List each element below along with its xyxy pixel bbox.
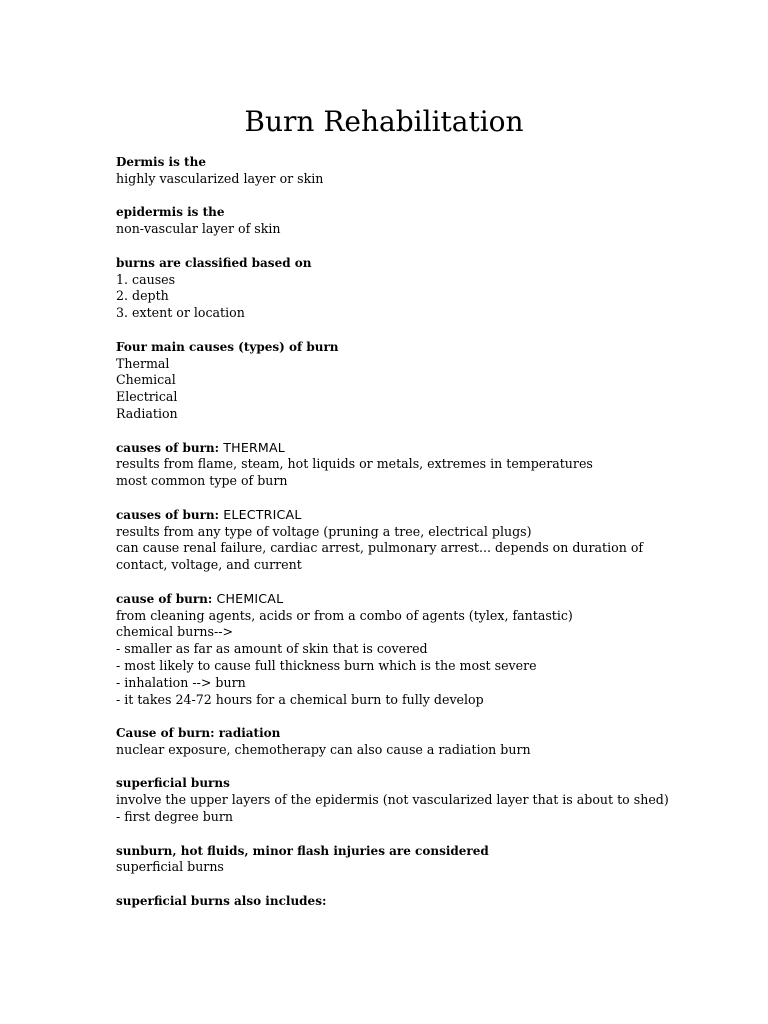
section-heading-text: cause of burn: xyxy=(116,591,217,606)
section-heading xyxy=(116,255,756,272)
section-line: - smaller as far as amount of skin that is covered xyxy=(116,641,428,657)
section-heading xyxy=(116,507,756,524)
section-line: - first degree burn xyxy=(116,809,234,825)
section-line: contact, voltage, and current xyxy=(116,557,302,573)
document-title: Burn Rehabilitation xyxy=(244,105,524,138)
section-line: Chemical xyxy=(116,372,176,388)
section-heading-text: Four main causes (types) of burn xyxy=(116,339,339,354)
section-heading-text: causes of burn: xyxy=(116,507,224,522)
section-line: - inhalation --> burn xyxy=(116,674,246,690)
section-line: superficial burns xyxy=(116,859,224,875)
section-heading-text: epidermis is the xyxy=(116,205,225,220)
section-heading xyxy=(116,725,756,742)
flashcard-section xyxy=(116,775,756,825)
section-heading-text: superficial burns xyxy=(116,776,230,791)
document-body xyxy=(116,154,756,927)
section-heading-text: causes of burn: xyxy=(116,440,224,455)
section-heading-text: burns are classified based on xyxy=(116,255,312,270)
section-line: nuclear exposure, chemotherapy can also cause a radiation burn xyxy=(116,741,531,757)
flashcard-section xyxy=(116,204,756,238)
section-line: most common type of burn xyxy=(116,473,288,489)
section-heading xyxy=(116,843,756,860)
section-line: Electrical xyxy=(116,389,178,405)
section-heading-text: Cause of burn: radiation xyxy=(116,726,281,741)
section-line: chemical burns--> xyxy=(116,624,234,640)
section-heading xyxy=(116,440,756,457)
section-line: from cleaning agents, acids or from a combo of agents (tylex, fantastic) xyxy=(116,607,573,623)
section-heading-keyword: ELECTRICAL xyxy=(223,506,302,522)
section-line: 2. depth xyxy=(116,288,169,304)
flashcard-section xyxy=(116,893,756,910)
flashcard-section xyxy=(116,154,756,188)
flashcard-section xyxy=(116,339,756,423)
section-heading-keyword: CHEMICAL xyxy=(216,590,284,606)
flashcard-section xyxy=(116,843,756,877)
section-line: involve the upper layers of the epidermis (not vascularized layer that is about to shed) xyxy=(116,792,669,808)
section-line: Thermal xyxy=(116,355,170,371)
flashcard-section xyxy=(116,255,756,322)
section-line: results from flame, steam, hot liquids or metals, extremes in temperatures xyxy=(116,456,593,472)
section-heading xyxy=(116,154,756,171)
section-line: results from any type of voltage (pruning a tree, electrical plugs) xyxy=(116,523,532,539)
section-line: - it takes 24-72 hours for a chemical burn to fully develop xyxy=(116,691,484,707)
section-heading xyxy=(116,775,756,792)
section-heading-text: Dermis is the xyxy=(116,155,206,169)
flashcard-section xyxy=(116,440,756,490)
section-heading xyxy=(116,591,756,608)
section-line: non-vascular layer of skin xyxy=(116,221,281,237)
section-heading-text: sunburn, hot fluids, minor flash injuries are considered xyxy=(116,843,489,858)
section-heading-text: superficial burns also includes: xyxy=(116,894,327,909)
section-line: 3. extent or location xyxy=(116,305,245,321)
section-line: Radiation xyxy=(116,405,178,421)
section-line: - most likely to cause full thickness burn which is the most severe xyxy=(116,657,537,673)
section-line: can cause renal failure, cardiac arrest, pulmonary arrest... depends on duration of xyxy=(116,540,644,556)
flashcard-section xyxy=(116,725,756,759)
section-heading xyxy=(116,893,756,910)
section-line: 1. causes xyxy=(116,271,176,287)
section-heading xyxy=(116,339,756,356)
section-line: highly vascularized layer or skin xyxy=(116,170,324,186)
flashcard-section xyxy=(116,507,756,574)
section-heading-keyword: THERMAL xyxy=(223,439,286,455)
flashcard-section xyxy=(116,591,756,709)
section-heading xyxy=(116,204,756,221)
